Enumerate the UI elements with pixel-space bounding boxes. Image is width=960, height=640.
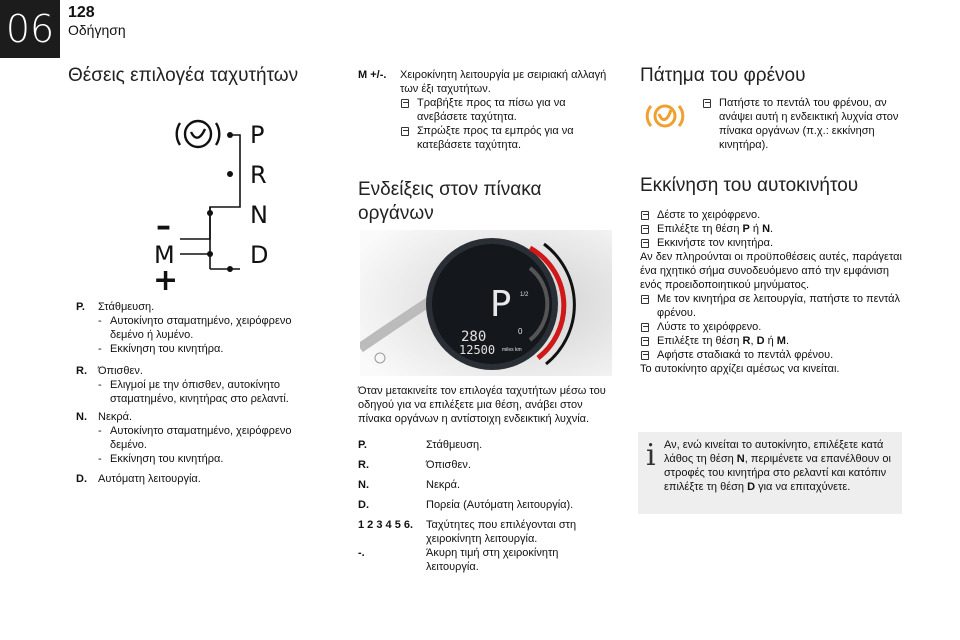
gear-label-plus: +	[153, 263, 179, 292]
gear-label-m: M	[154, 241, 175, 269]
gear-key: D.	[76, 473, 87, 485]
gear-sub: - Αυτοκίνητο σταματημένο, χειρόφρενο δεμένο ή λυμένο.	[98, 314, 316, 342]
dashboard-title	[358, 178, 541, 226]
step-bold: N	[762, 223, 771, 235]
dash-text: Νεκρά.	[426, 479, 461, 491]
gear-sub: - Εκκίνηση του κινητήρα.	[98, 342, 316, 356]
dashboard-title-line: Ενδείξεις στον πίνακα	[358, 179, 542, 200]
step-bold: M	[776, 335, 786, 347]
gear-text: Στάθμευση.	[98, 301, 155, 313]
dash-item-gears	[358, 518, 614, 546]
start-steps	[640, 208, 902, 376]
cluster-odometer: 12500	[459, 343, 496, 357]
start-step: Εκκινήστε τον κινητήρα.	[640, 236, 902, 250]
gear-label-n: N	[250, 201, 268, 229]
gear-selector-diagram	[140, 112, 290, 292]
chapter-tab: 06	[0, 0, 60, 58]
dash-item-p	[358, 438, 614, 452]
instrument-cluster-illustration	[360, 230, 612, 376]
info-icon: i	[646, 438, 656, 473]
step-text: Επιλέξτε τη θέση	[657, 335, 743, 347]
info-part: για να επιταχύνετε.	[755, 481, 851, 493]
step-bold: P	[742, 223, 750, 235]
dashboard-title-line: οργάνων	[358, 203, 434, 224]
step-text: Επιλέξτε τη θέση	[657, 223, 743, 235]
manual-mode-bullet: Σπρώξτε προς τα εμπρός για να κατεβάσετε ταχύτητα.	[400, 124, 614, 152]
dash-key: R.	[358, 459, 369, 471]
dash-item-r	[358, 458, 614, 472]
dash-key: N.	[358, 479, 369, 491]
dashboard-intro: Όταν μετακινείτε τον επιλογέα ταχυτήτων μέσω του οδηγού για να επιλέξετε μια θέση, ανάβει στον πίνακα οργάνων η αντίστοιχη ενδεικτική λυχνία.	[358, 385, 606, 425]
info-bold: N	[736, 453, 745, 465]
dash-item-dash	[358, 546, 614, 573]
step-bold: R	[742, 335, 751, 347]
info-text	[664, 438, 896, 494]
manual-mode-text: Χειροκίνητη λειτουργία με σειριακή αλλαγή των έξι ταχυτήτων.	[400, 69, 607, 95]
dash-text: Πορεία (Αυτόματη λειτουργία).	[426, 499, 574, 511]
gear-text: Όπισθεν.	[98, 365, 143, 377]
dash-key: -.	[358, 547, 365, 559]
dash-text: Στάθμευση.	[426, 439, 483, 451]
dash-key: D.	[358, 499, 369, 511]
info-box	[638, 432, 902, 514]
step-text: ή	[749, 223, 763, 235]
gear-text: Νεκρά.	[98, 411, 133, 423]
gear-sub: - Εκκίνηση του κινητήρα.	[98, 452, 316, 466]
step-text: ή	[764, 335, 777, 347]
start-step: Με τον κινητήρα σε λειτουργία, πατήστε το πεντάλ φρένου.	[640, 292, 902, 320]
gear-key: P.	[76, 301, 85, 313]
cluster-half: 1/2	[520, 292, 529, 298]
step-bold: D	[756, 335, 765, 347]
gear-item-p	[76, 300, 316, 356]
start-end: Το αυτοκίνητο αρχίζει αμέσως να κινείται.	[640, 363, 840, 375]
gear-label-d: D	[250, 241, 269, 269]
gear-item-r	[76, 364, 316, 406]
start-step	[640, 222, 902, 236]
gear-item-n	[76, 410, 316, 466]
start-step: Αφήστε σταδιακά το πεντάλ φρένου.	[640, 348, 902, 362]
gear-sub: - Αυτοκίνητο σταματημένο, χειρόφρενο δεμένο.	[98, 424, 316, 452]
manual-mode	[358, 68, 614, 152]
chapter-name: Οδήγηση	[68, 22, 126, 38]
gear-text: Αυτόματη λειτουργία.	[98, 473, 201, 485]
info-part: Αν, ενώ κινείται το αυτοκίνητο, επιλέξετε κατά λάθος τη θέση	[664, 439, 884, 465]
page-number: 128	[68, 4, 95, 21]
gear-key: R.	[76, 365, 87, 377]
info-bold: D	[747, 481, 756, 493]
brake-title: Πάτημα του φρένου	[640, 65, 806, 86]
gear-sub: - Ελιγμοί με την όπισθεν, αυτοκίνητο σταματημένο, κινητήρας στο ρελαντί.	[98, 378, 316, 406]
cluster-gear: P	[490, 284, 512, 325]
start-step	[640, 334, 902, 348]
gear-item-d	[76, 472, 316, 486]
gear-label-minus: –	[156, 209, 171, 244]
cluster-speed: 280	[461, 329, 487, 345]
dash-text: Ταχύτητες που επιλέγονται στη χειροκίνητη λειτουργία.	[426, 519, 577, 545]
dash-text: Όπισθεν.	[426, 459, 471, 471]
cluster-zero: 0	[518, 327, 523, 336]
dash-item-n	[358, 478, 614, 492]
brake-warning-icon	[644, 100, 686, 132]
start-step: Λύστε το χειρόφρενο.	[640, 320, 902, 334]
warning-lamp-icon	[177, 121, 220, 147]
gear-label-r: R	[250, 161, 267, 189]
dash-text: Άκυρη τιμή στη χειροκίνητη λειτουργία.	[426, 547, 559, 573]
start-title: Εκκίνηση του αυτοκινήτου	[640, 175, 859, 196]
brake-text: Πατήστε το πεντάλ του φρένου, αν ανάψει αυτή η ενδεικτική λυχνία στον πίνακα οργάνων (π.χ.: εκκίνηση κινητήρα).	[702, 96, 919, 152]
info-part: , περιμένετε να επανέλθουν οι στροφές του κινητήρα στο ρελαντί και κατόπιν επιλέξτε τη θέση	[664, 453, 891, 493]
dash-key: 1 2 3 4 5 6.	[358, 519, 414, 531]
dash-key: P.	[358, 439, 367, 451]
dash-item-d	[358, 498, 614, 512]
gear-selector-title: Θέσεις επιλογέα ταχυτήτων	[68, 65, 299, 86]
step-text: .	[785, 335, 790, 347]
start-step: Δέστε το χειρόφρενο.	[640, 208, 902, 222]
manual-mode-key: M +/-.	[358, 69, 387, 81]
step-text: ,	[750, 335, 757, 347]
gear-key: N.	[76, 411, 87, 423]
cluster-unit: miles km	[502, 347, 522, 353]
step-text: .	[770, 223, 774, 235]
start-note: Αν δεν πληρούνται οι προϋποθέσεις αυτές, παράγεται ένα ηχητικό σήμα συνοδευόμενο από την εμφάνιση ενός προειδοποιητικού μηνύματος.	[640, 251, 902, 291]
manual-mode-bullet: Τραβήξτε προς τα πίσω για να ανεβάσετε ταχύτητα.	[400, 96, 614, 124]
gear-label-p: P	[250, 121, 265, 149]
